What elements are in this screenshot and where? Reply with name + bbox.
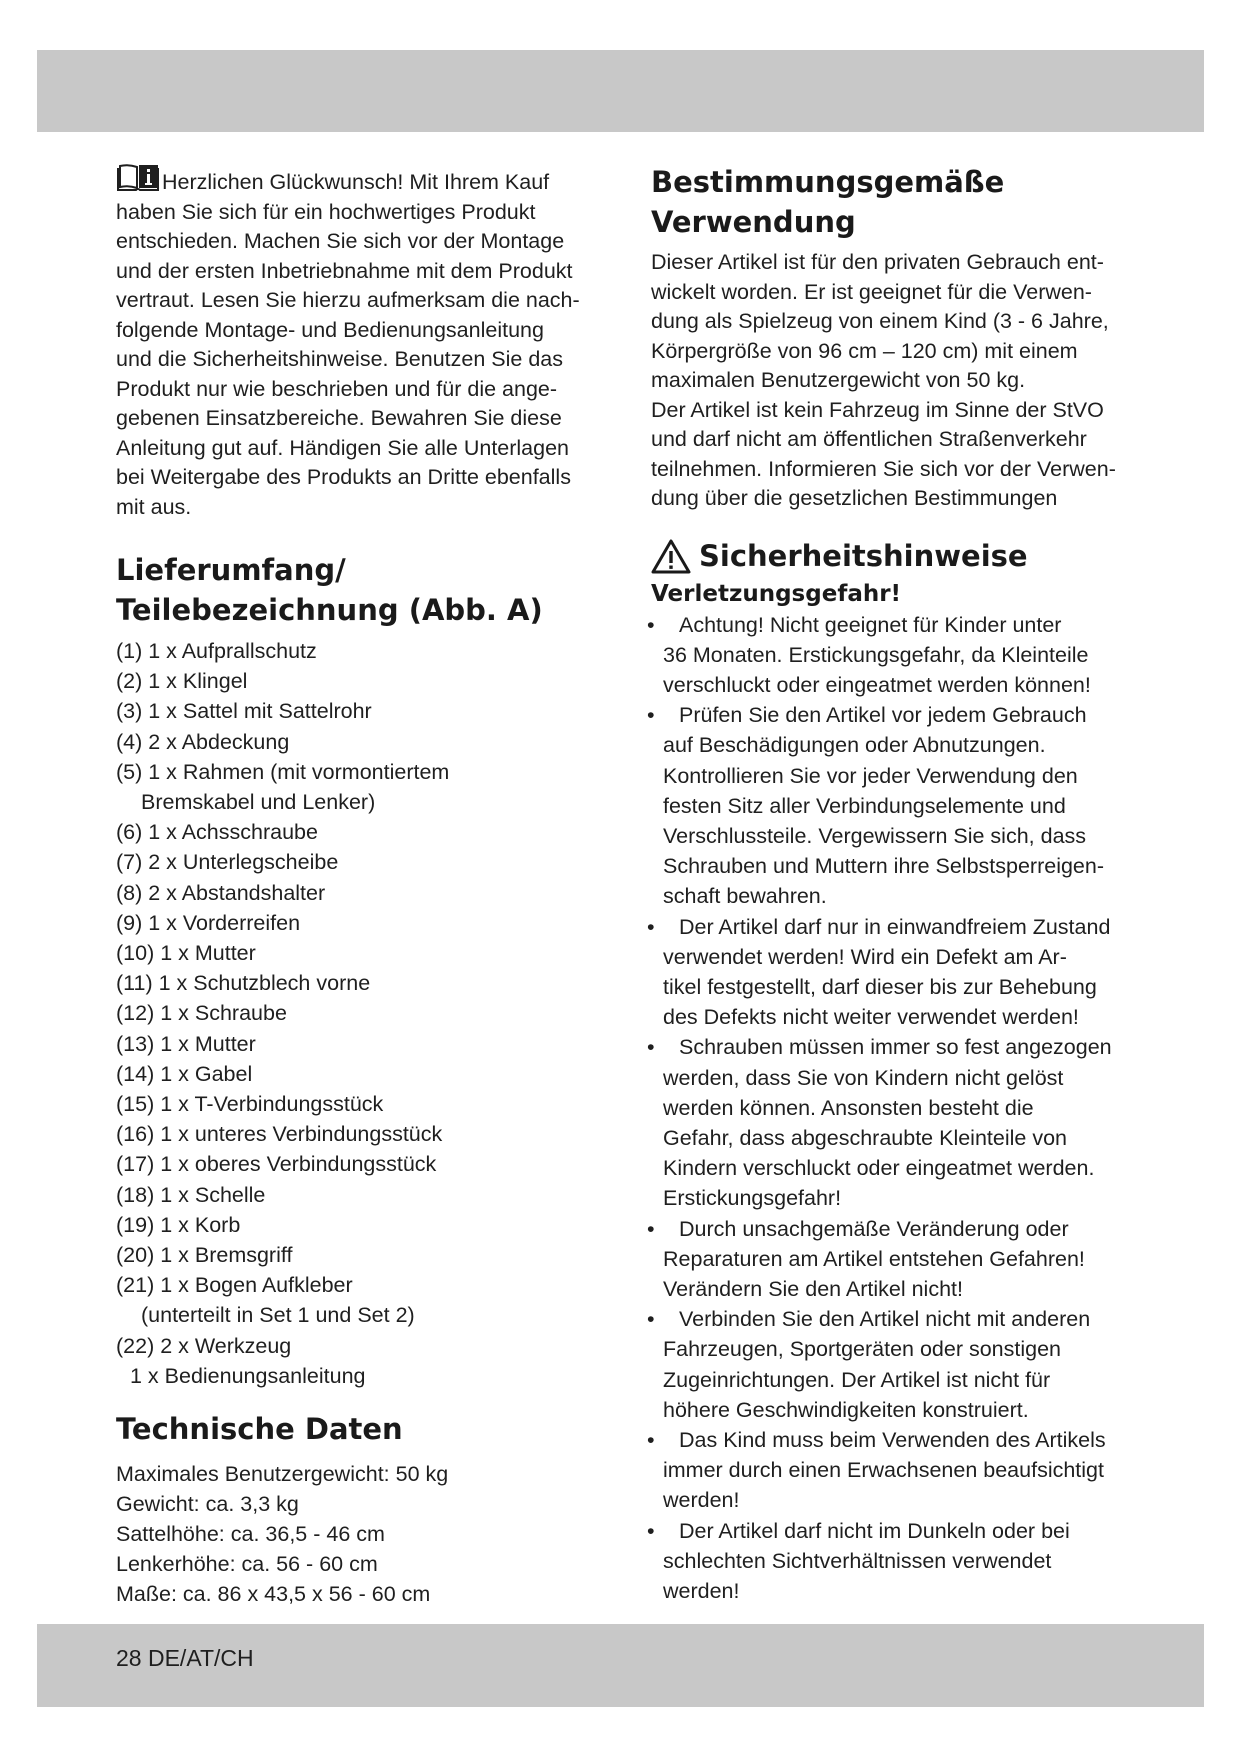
safety-bullet-line: höhere Geschwindigkeiten konstruiert.	[663, 1397, 1029, 1422]
parts-list-item: (17) 1 x oberes Verbindungsstück	[116, 1152, 437, 1177]
parts-list	[116, 636, 586, 1391]
left-column	[116, 164, 586, 1609]
parts-list-item: (22) 2 x Werkzeug	[116, 1333, 292, 1358]
safety-bullet-line: Verändern Sie den Artikel nicht!	[663, 1276, 963, 1301]
tech-list-item: Sattelhöhe: ca. 36,5 - 46 cm	[116, 1522, 385, 1547]
parts-list-item: (21) 1 x Bogen Aufkleber	[116, 1273, 353, 1298]
safety-bullet-line: Verbinden Sie den Artikel nicht mit anderen	[679, 1307, 1091, 1332]
parts-list-item: (10) 1 x Mutter	[116, 941, 256, 966]
parts-list-item: (20) 1 x Bremsgriff	[116, 1243, 293, 1268]
parts-list-item: (4) 2 x Abdeckung	[116, 729, 290, 754]
bullet-dot: •	[647, 703, 655, 728]
safety-bullet	[647, 1304, 1131, 1425]
parts-list-item: (14) 1 x Gabel	[116, 1061, 253, 1086]
parts-list-item: (11) 1 x Schutzblech vorne	[116, 971, 371, 996]
intro-paragraph	[116, 164, 586, 522]
safety-heading	[651, 536, 1131, 576]
safety-bullet-line: werden!	[663, 1488, 740, 1513]
bullet-dot: •	[647, 1307, 655, 1332]
intro-line: und die Sicherheitshinweise. Benutzen Sie das	[116, 347, 564, 371]
safety-bullet	[647, 1214, 1131, 1305]
safety-bullet-line: festen Sitz aller Verbindungselemente und	[663, 793, 1066, 818]
intro-line: mit aus.	[116, 494, 192, 519]
safety-bullet-line: verschluckt oder eingeatmet werden können!	[663, 672, 1091, 697]
tech-heading: Technische Daten	[116, 1412, 403, 1447]
right-column	[647, 162, 1131, 1606]
parts-list-item: (5) 1 x Rahmen (mit vormontiertem	[116, 759, 450, 784]
usage-line: maximalen Benutzergewicht von 50 kg.	[651, 368, 1026, 392]
bullet-dot: •	[647, 612, 655, 637]
usage-heading-line1: Bestimmungsgemäße	[651, 165, 1005, 199]
safety-bullet-line: Schrauben und Muttern ihre Selbstsperreigen-	[663, 854, 1105, 879]
safety-bullet-line: werden können. Ansonsten besteht die	[663, 1095, 1034, 1120]
parts-heading-line1: Lieferumfang/	[116, 553, 346, 587]
usage-line: Dieser Artikel ist für den privaten Gebrauch ent-	[651, 250, 1104, 274]
bullet-dot: •	[647, 1427, 655, 1452]
safety-bullet-line: schaft bewahren.	[663, 884, 827, 909]
parts-list-item: (7) 2 x Unterlegscheibe	[116, 850, 339, 875]
parts-list-item-continuation: (unterteilt in Set 1 und Set 2)	[141, 1303, 415, 1328]
usage-line: dung über die gesetzlichen Bestimmungen	[651, 486, 1058, 510]
safety-heading-text: Sicherheitshinweise	[699, 538, 1028, 573]
safety-bullet-line: des Defekts nicht weiter verwendet werden!	[663, 1005, 1079, 1030]
safety-bullet-line: 36 Monaten. Erstickungsgefahr, da Kleinteile	[663, 642, 1089, 667]
safety-subheading: Verletzungsgefahr!	[651, 580, 902, 607]
safety-bullet-line: Das Kind muss beim Verwenden des Artikels	[679, 1427, 1106, 1452]
parts-list-item: (1) 1 x Aufprallschutz	[116, 639, 317, 663]
parts-list-item-continuation: Bremskabel und Lenker)	[141, 790, 376, 815]
tech-list-item: Gewicht: ca. 3,3 kg	[116, 1492, 299, 1517]
intro-line: Produkt nur wie beschrieben und für die ange-	[116, 376, 558, 401]
usage-line: wickelt worden. Er ist geeignet für die Verwen-	[651, 279, 1092, 304]
intro-line: und der ersten Inbetriebnahme mit dem Produkt	[116, 258, 573, 283]
safety-bullet-line: Fahrzeugen, Sportgeräten oder sonstigen	[663, 1337, 1062, 1362]
bullet-dot: •	[647, 1518, 655, 1543]
usage-line: dung als Spielzeug von einem Kind (3 - 6 Jahre,	[651, 309, 1109, 333]
parts-list-item: (6) 1 x Achsschraube	[116, 820, 318, 845]
page-number-label: 28 DE/AT/CH	[116, 1645, 254, 1671]
tech-list-item: Maximales Benutzergewicht: 50 kg	[116, 1462, 449, 1487]
intro-line: folgende Montage- und Bedienungsanleitung	[116, 317, 544, 342]
safety-bullet	[647, 610, 1131, 701]
safety-bullet-line: Prüfen Sie den Artikel vor jedem Gebrauch	[679, 703, 1087, 728]
safety-bullet-line: tikel festgestellt, darf dieser bis zur Behebung	[663, 974, 1097, 999]
tech-list-item: Lenkerhöhe: ca. 56 - 60 cm	[116, 1552, 378, 1577]
parts-list-item: (8) 2 x Abstandshalter	[116, 880, 326, 905]
safety-bullet-line: werden!	[663, 1579, 740, 1603]
intro-line: Anleitung gut auf. Händigen Sie alle Unterlagen	[116, 435, 570, 460]
intro-line: bei Weitergabe des Produkts an Dritte ebenfalls	[116, 465, 571, 489]
usage-heading	[651, 162, 1131, 242]
warning-triangle-icon	[651, 538, 691, 574]
safety-bullet-line: Reparaturen am Artikel entstehen Gefahren!	[663, 1246, 1085, 1271]
intro-line: entschieden. Machen Sie sich vor der Montage	[116, 229, 565, 253]
tech-list	[116, 1459, 586, 1609]
intro-first-line	[116, 164, 586, 198]
intro-line: vertraut. Lesen Sie hierzu aufmerksam die nach-	[116, 288, 580, 312]
bullet-dot: •	[647, 914, 655, 939]
safety-bullet	[647, 1516, 1131, 1607]
safety-bullet-line: Kontrollieren Sie vor jeder Verwendung den	[663, 763, 1078, 788]
safety-bullet-line: werden, dass Sie von Kindern nicht gelöst	[663, 1065, 1064, 1090]
intro-line: haben Sie sich für ein hochwertiges Produkt	[116, 199, 536, 224]
safety-bullet-line: Schrauben müssen immer so fest angezogen	[679, 1035, 1112, 1060]
tech-list-item: Maße: ca. 86 x 43,5 x 56 - 60 cm	[116, 1582, 431, 1607]
parts-list-item: 1 x Bedienungsanleitung	[130, 1363, 366, 1388]
safety-bullet-line: Kindern verschluckt oder eingeatmet werden.	[663, 1156, 1095, 1181]
safety-bullet	[647, 1032, 1131, 1213]
safety-bullet-line: auf Beschädigungen oder Abnutzungen.	[663, 733, 1046, 758]
parts-list-item: (9) 1 x Vorderreifen	[116, 910, 301, 935]
parts-heading-line2: Teilebezeichnung (Abb. A)	[116, 593, 543, 627]
bullet-dot: •	[647, 1035, 655, 1060]
safety-bullet-line: schlechten Sichtverhältnissen verwendet	[663, 1548, 1052, 1573]
safety-bullet-line: Durch unsachgemäße Veränderung oder	[679, 1216, 1069, 1241]
usage-heading-line2: Verwendung	[651, 205, 856, 239]
usage-paragraph	[651, 248, 1131, 514]
usage-line: Der Artikel ist kein Fahrzeug im Sinne der StVO	[651, 397, 1104, 422]
safety-bullet-line: Achtung! Nicht geeignet für Kinder unter	[679, 612, 1062, 637]
usage-line: und darf nicht am öffentlichen Straßenverkehr	[651, 427, 1087, 451]
safety-bullet-list	[647, 610, 1131, 1607]
safety-bullet-line: Der Artikel darf nicht im Dunkeln oder bei	[679, 1518, 1070, 1543]
parts-list-item: (19) 1 x Korb	[116, 1212, 241, 1237]
parts-list-item: (18) 1 x Schelle	[116, 1182, 266, 1207]
parts-list-item: (12) 1 x Schraube	[116, 1001, 287, 1026]
parts-list-item: (3) 1 x Sattel mit Sattelrohr	[116, 699, 372, 724]
header-band	[37, 50, 1204, 132]
safety-bullet-line: Der Artikel darf nur in einwandfreiem Zustand	[679, 914, 1111, 939]
safety-bullet-line: verwendet werden! Wird ein Defekt am Ar-	[663, 944, 1067, 969]
intro-line: Herzlichen Glückwunsch! Mit Ihrem Kauf	[162, 170, 550, 194]
safety-bullet	[647, 912, 1131, 1033]
safety-bullet-line: immer durch einen Erwachsenen beaufsichtigt	[663, 1458, 1104, 1483]
safety-bullet	[647, 1425, 1131, 1516]
bullet-dot: •	[647, 1216, 655, 1241]
safety-bullet-line: Verschlussteile. Vergewissern Sie sich, dass	[663, 823, 1087, 848]
safety-bullet-line: Gefahr, dass abgeschraubte Kleinteile von	[663, 1125, 1067, 1150]
info-book-icon	[116, 164, 160, 192]
parts-list-item: (15) 1 x T-Verbindungsstück	[116, 1092, 384, 1117]
parts-list-item: (13) 1 x Mutter	[116, 1031, 256, 1056]
intro-line: gebenen Einsatzbereiche. Bewahren Sie diese	[116, 406, 562, 430]
safety-bullet	[647, 700, 1131, 911]
safety-bullet-line: Erstickungsgefahr!	[663, 1186, 842, 1211]
parts-heading	[116, 550, 586, 630]
usage-line: Körpergröße von 96 cm – 120 cm) mit einem	[651, 338, 1078, 363]
safety-bullet-line: Zugeinrichtungen. Der Artikel ist nicht für	[663, 1367, 1051, 1392]
parts-list-item: (16) 1 x unteres Verbindungsstück	[116, 1122, 443, 1147]
usage-line: teilnehmen. Informieren Sie sich vor der Verwen-	[651, 456, 1116, 481]
parts-list-item: (2) 1 x Klingel	[116, 669, 248, 694]
